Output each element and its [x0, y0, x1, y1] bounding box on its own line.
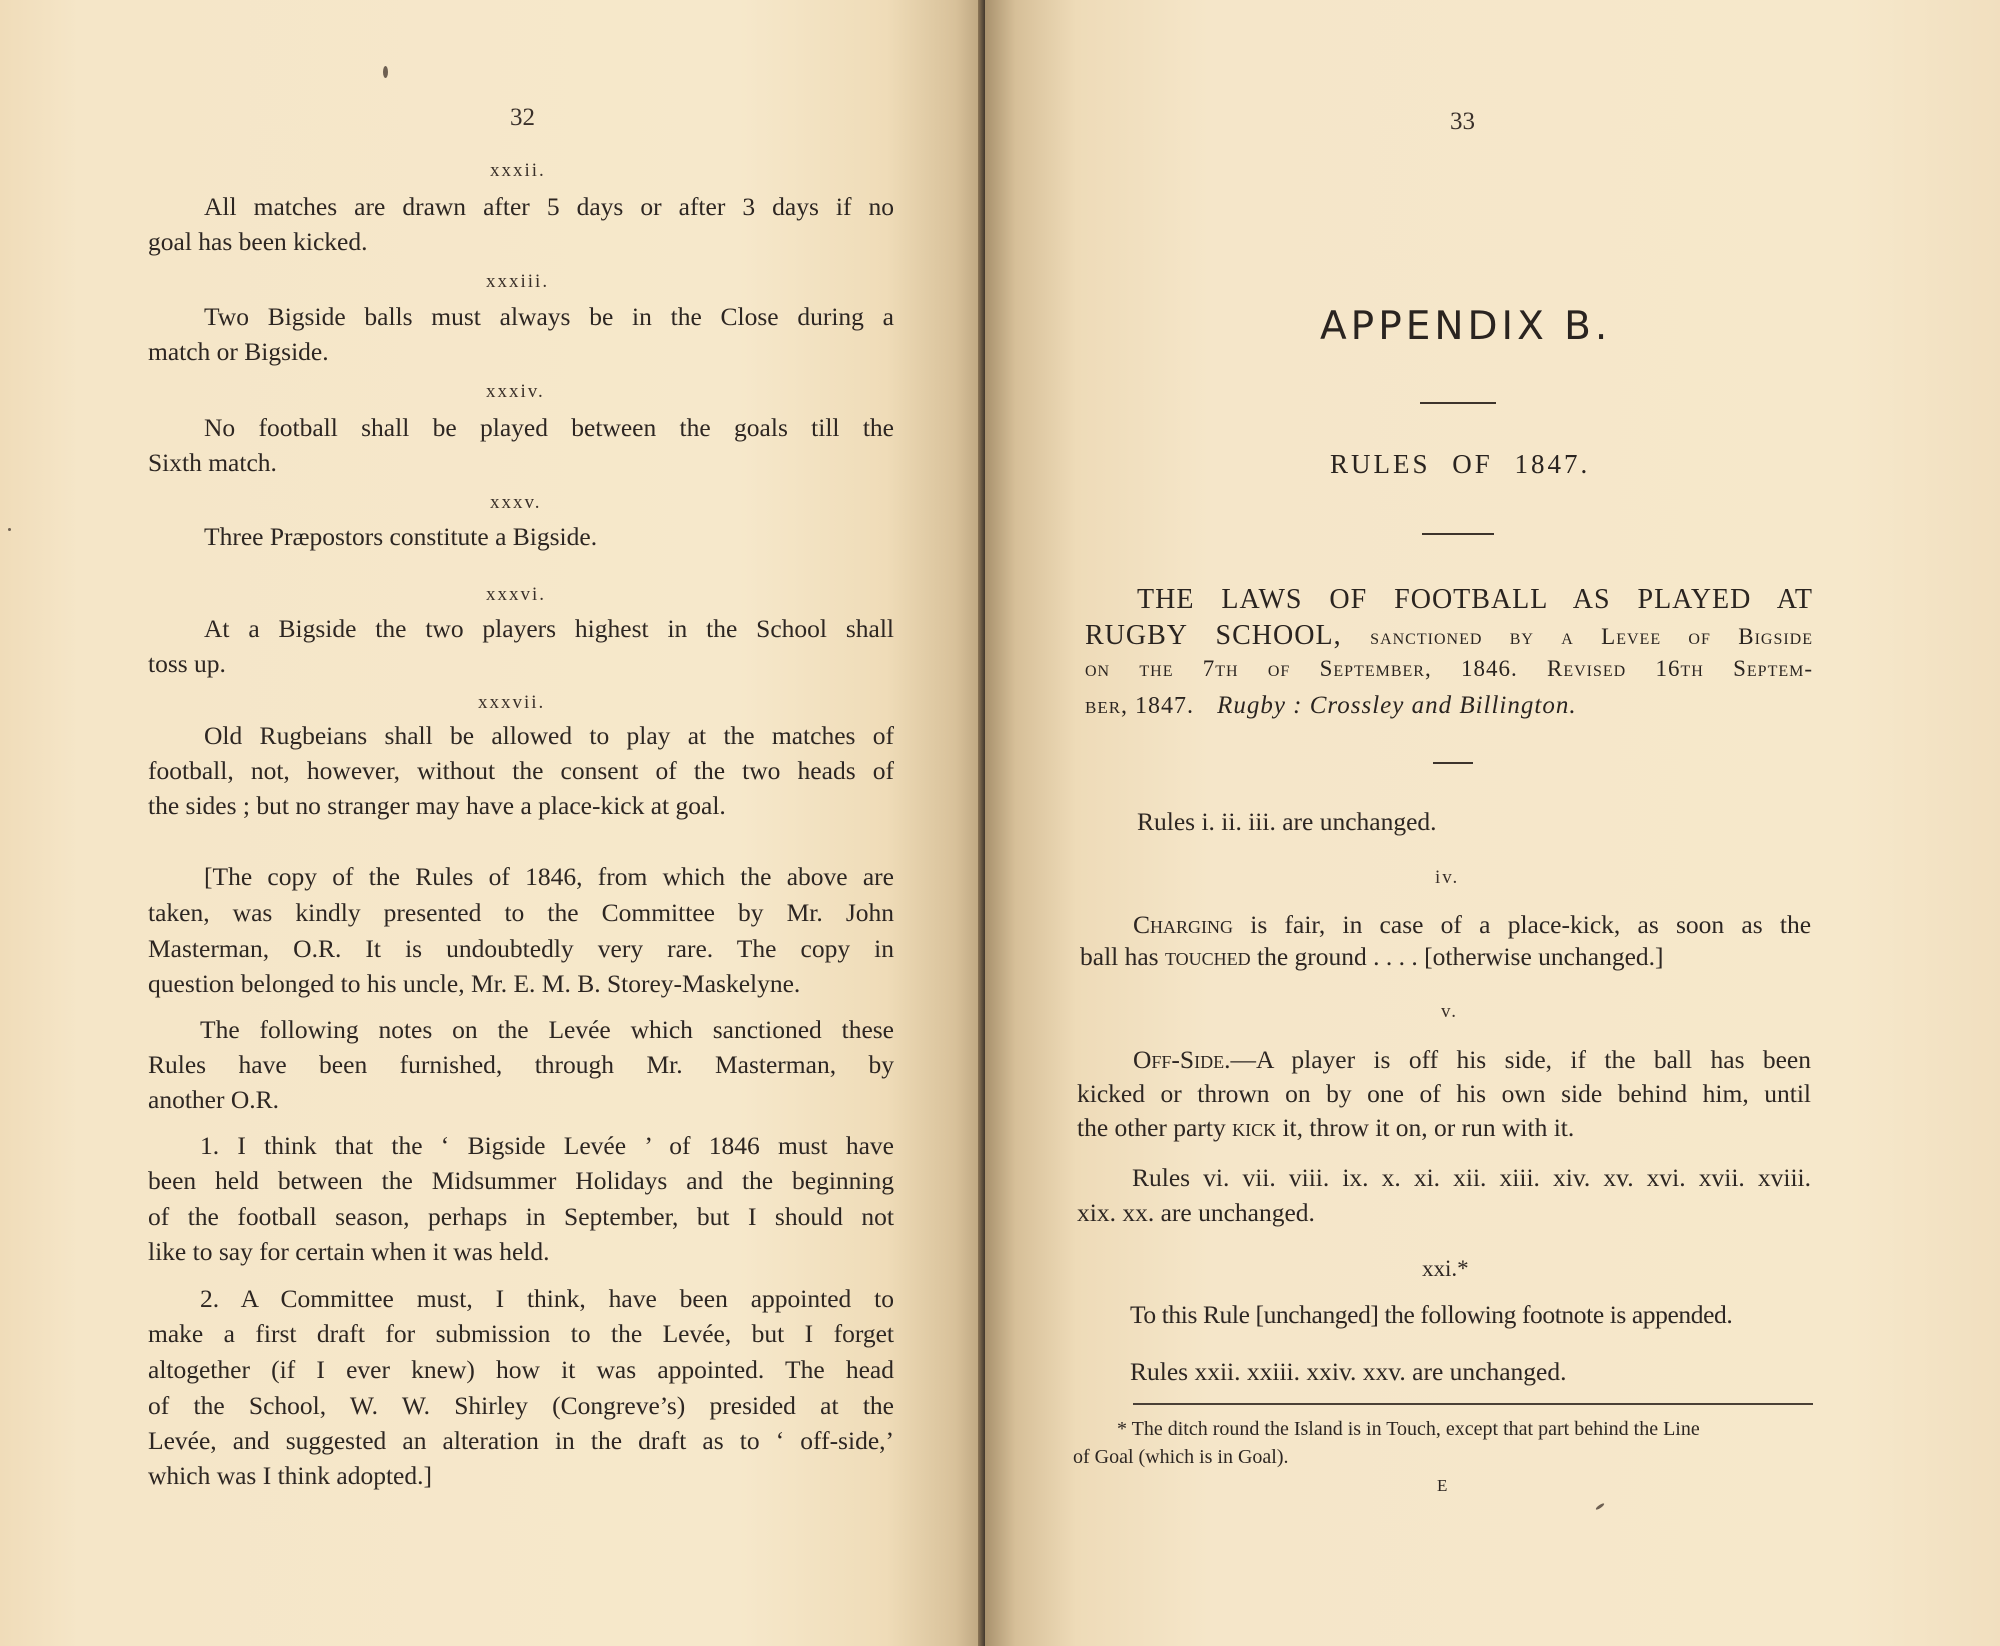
rule-text-line: toss up.	[148, 649, 226, 678]
rule-iv-line	[1133, 910, 1811, 940]
point-two-line: which was I think adopted.]	[148, 1461, 432, 1490]
rules-unchanged: Rules i. ii. iii. are unchanged.	[1137, 807, 1437, 836]
point-two-line: 2. A Committee must, I think, have been appointed to	[200, 1284, 894, 1313]
rules-unchanged: Rules xxii. xxiii. xxiv. xxv. are unchanged.	[1130, 1357, 1567, 1386]
rule-iv-text: the ground . . . . [otherwise unchanged.]	[1257, 942, 1664, 971]
laws-title-line: on the 7th of September, 1846. Revised 16th Septem-	[1085, 656, 1813, 681]
rules-unchanged: Rules vi. vii. viii. ix. x. xi. xii. xiii. xiv. xv. xvi. xvii. xviii.	[1132, 1163, 1811, 1192]
rules-unchanged: xix. xx. are unchanged.	[1077, 1198, 1315, 1227]
laws-title-publisher: Rugby : Crossley and Billington.	[1217, 692, 1577, 719]
divider	[1420, 402, 1496, 404]
note-line: [The copy of the Rules of 1846, from which the above are	[204, 862, 894, 891]
rule-v-text: —A player is off his side, if the ball has been	[1230, 1045, 1811, 1074]
rule-iv-line	[1080, 942, 1664, 972]
point-two-line: altogether (if I ever knew) how it was appointed. The head	[148, 1355, 894, 1384]
paper-speck	[1595, 1502, 1605, 1510]
offside-term: Off-Side.	[1133, 1045, 1231, 1074]
following-line: The following notes on the Levée which sanctioned these	[200, 1015, 894, 1044]
rules-heading: RULES OF 1847.	[1330, 449, 1591, 479]
footnote-rule-text: To this Rule [unchanged] the following footnote is appended.	[1130, 1300, 1733, 1329]
following-line: Rules have been furnished, through Mr. Masterman, by	[148, 1050, 894, 1079]
charging-term: Charging	[1133, 910, 1234, 939]
footnote-line: * The ditch round the Island is in Touch, except that part behind the Line	[1117, 1418, 1700, 1440]
right-page	[985, 0, 2000, 1646]
rule-numeral-xxxiii: xxxiii.	[486, 271, 550, 292]
rule-numeral-xxxvi: xxxvi.	[486, 584, 547, 605]
point-two-line: of the School, W. W. Shirley (Congreve’s) presided at the	[148, 1391, 894, 1420]
kick-term: kick	[1232, 1113, 1277, 1142]
rule-iv-text: ball has	[1080, 942, 1159, 971]
laws-title-date: ber, 1847.	[1085, 693, 1195, 719]
rule-v-line	[1133, 1045, 1811, 1075]
rule-v-line: kicked or thrown on by one of his own side behind him, until	[1077, 1079, 1811, 1108]
laws-title-line	[1085, 692, 1577, 720]
rule-v-text: the other party	[1077, 1113, 1226, 1142]
rule-text-line: goal has been kicked.	[148, 227, 368, 256]
divider	[1422, 533, 1494, 535]
note-line: question belonged to his uncle, Mr. E. M. B. Storey-Maskelyne.	[148, 969, 801, 998]
appendix-title: APPENDIX B.	[1320, 304, 1612, 349]
rule-numeral-xxxiv: xxxiv.	[486, 381, 545, 402]
laws-title-line: THE LAWS OF FOOTBALL AS PLAYED AT	[1137, 584, 1813, 615]
point-one-line: of the football season, perhaps in September, but I should not	[148, 1202, 894, 1231]
signature-mark: E	[1437, 1476, 1448, 1495]
point-two-line: make a first draft for submission to the Levée, but I forget	[148, 1319, 894, 1348]
rule-text-line: Two Bigside balls must always be in the Close during a	[204, 302, 894, 331]
following-line: another O.R.	[148, 1085, 280, 1114]
point-one-line: like to say for certain when it was held.	[148, 1237, 550, 1266]
rule-text-line: All matches are drawn after 5 days or after 3 days if no	[204, 192, 894, 221]
footnote-separator	[1133, 1403, 1813, 1405]
rule-numeral-v: v.	[1441, 1001, 1459, 1022]
right-page-number: 33	[1450, 108, 1475, 135]
short-divider	[1433, 762, 1473, 764]
rule-text-line: football, not, however, without the consent of the two heads of	[148, 756, 894, 785]
footnote-line: of Goal (which is in Goal).	[1073, 1446, 1289, 1468]
paper-speck	[8, 528, 11, 531]
rule-numeral-xxi: xxi.*	[1422, 1256, 1469, 1281]
point-two-line: Levée, and suggested an alteration in the draft as to ‘ off-side,’	[148, 1426, 894, 1455]
rule-numeral-iv: iv.	[1435, 867, 1460, 888]
left-page	[0, 0, 985, 1646]
rule-numeral-xxxvii: xxxvii.	[478, 692, 546, 713]
laws-title-school: RUGBY SCHOOL,	[1085, 620, 1342, 651]
rule-v-line	[1077, 1113, 1574, 1143]
point-one-line: been held between the Midsummer Holidays and the beginning	[148, 1166, 894, 1195]
rule-text-line: No football shall be played between the goals till the	[204, 413, 894, 442]
laws-title-sanction: sanctioned by a Levee of Bigside	[1370, 624, 1814, 649]
rule-text-line: Three Præpostors constitute a Bigside.	[204, 522, 598, 551]
laws-title-line	[1085, 620, 1813, 652]
touched-term: touched	[1164, 942, 1251, 971]
point-one-line: 1. I think that the ‘ Bigside Levée ’ of 1846 must have	[200, 1131, 894, 1160]
rule-v-text: it, throw it on, or run with it.	[1282, 1113, 1575, 1142]
rule-iv-text: is fair, in case of a place-kick, as soon as the	[1250, 910, 1812, 939]
rule-text-line: the sides ; but no stranger may have a place-kick at goal.	[148, 791, 726, 820]
note-line: taken, was kindly presented to the Committee by Mr. John	[148, 898, 894, 927]
rule-numeral-xxxii: xxxii.	[490, 160, 546, 181]
left-page-number: 32	[510, 104, 535, 131]
rule-numeral-xxxv: xxxv.	[490, 492, 542, 513]
rule-text-line: At a Bigside the two players highest in the School shall	[204, 614, 894, 643]
rule-text-line: Old Rugbeians shall be allowed to play at the matches of	[204, 721, 894, 750]
paper-speck	[383, 66, 388, 78]
rule-text-line: Sixth match.	[148, 448, 277, 477]
note-line: Masterman, O.R. It is undoubtedly very rare. The copy in	[148, 934, 894, 963]
rule-text-line: match or Bigside.	[148, 337, 329, 366]
